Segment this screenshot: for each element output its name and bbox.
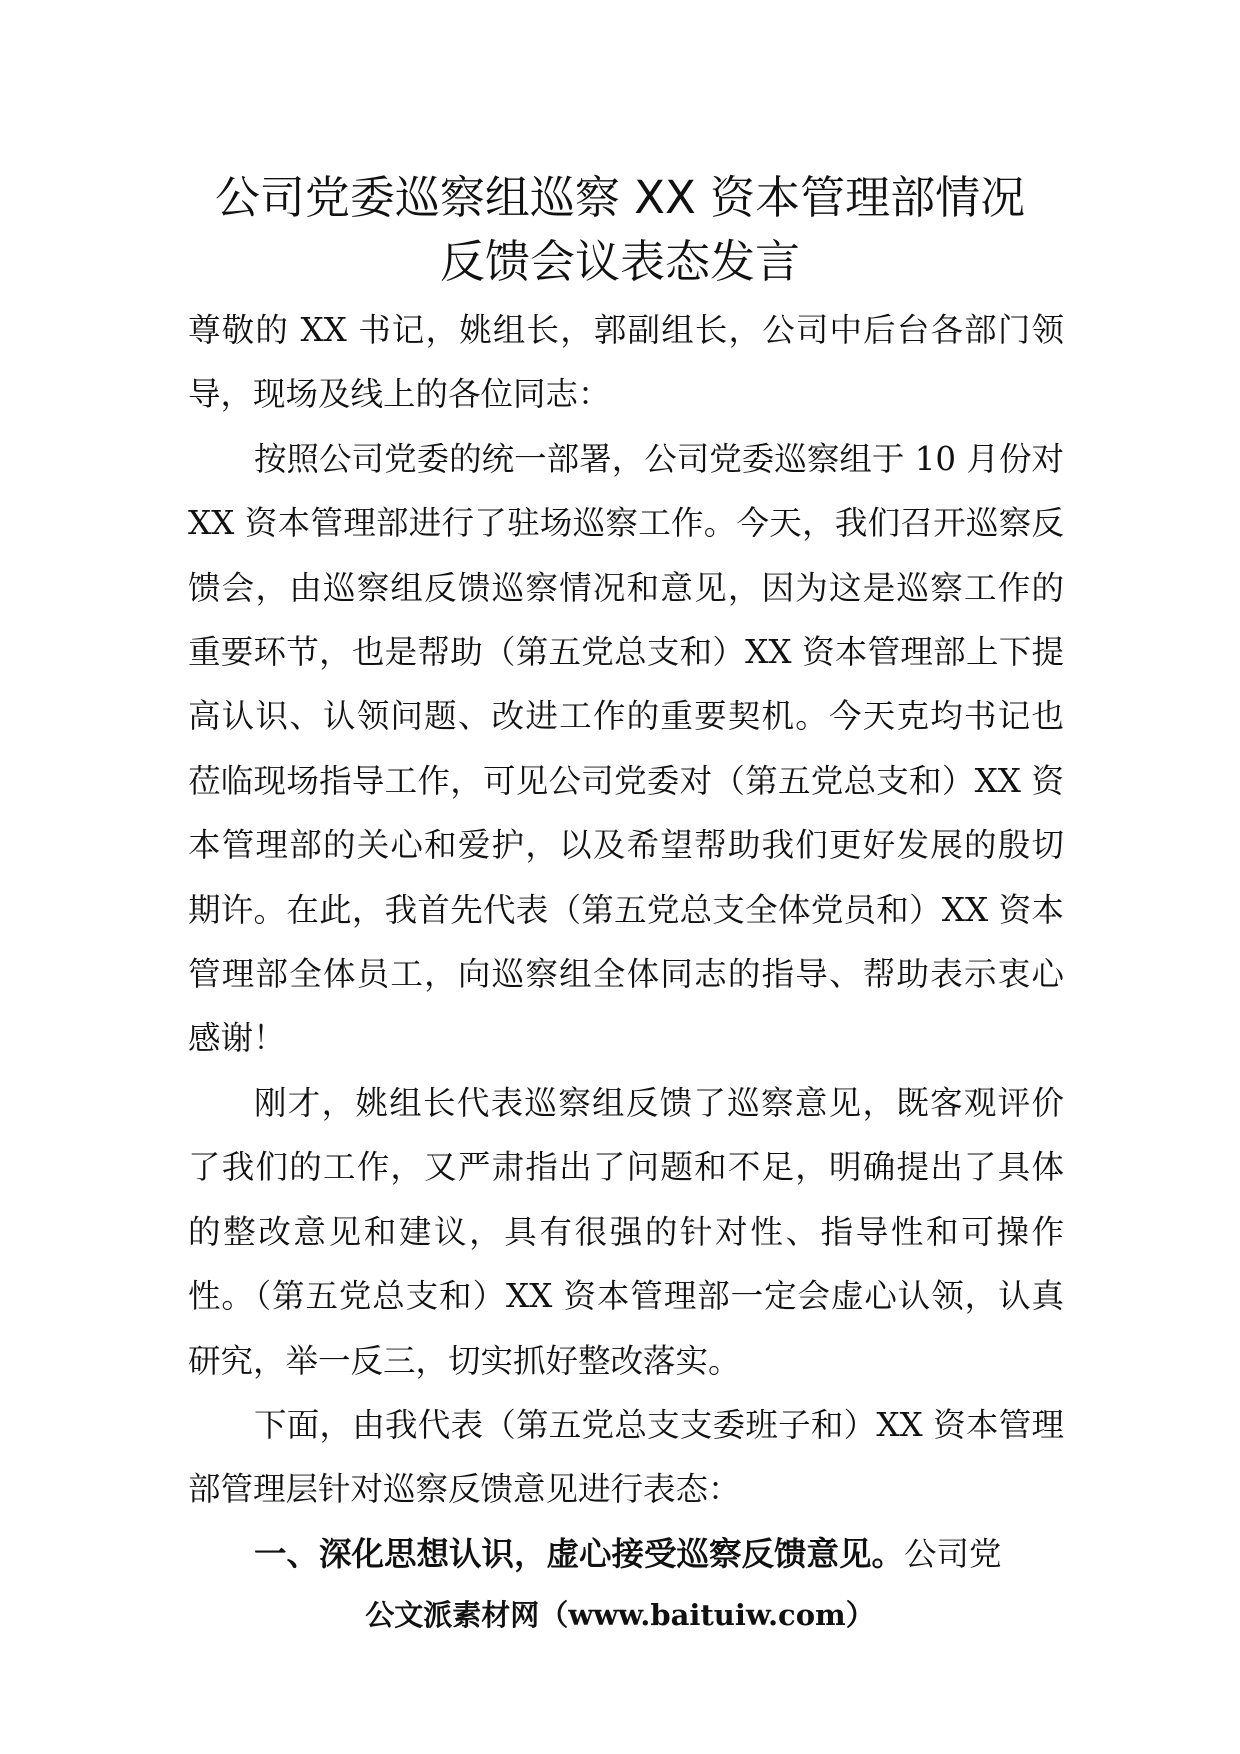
title-line-1: 公司党委巡察组巡察 XX 资本管理部情况 [214,171,1026,224]
paragraph-3: 下面，由我代表（第五党总支支委班子和）XX 资本管理部管理层针对巡察反馈意见进行表态： [188,1405,1064,1509]
salutation: 尊敬的 XX 书记，姚组长，郭副组长，公司中后台各部门领导，现场及线上的各位同志： [188,311,1064,414]
title-line-2: 反馈会议表态发言 [439,235,800,288]
paragraph-1: 按照公司党委的统一部署，公司党委巡察组于 10 月份对 XX 资本管理部进行了驻场巡察工作。今天，我们召开巡察反馈会，由巡察组反馈巡察情况和意见，因为这是巡察工作的重要环节，也是帮助（第五党总支和）XX 资本管理部上下提高认识、认领问题、改进工作的重要契机。今天克均书记也莅临现场指导工作，可见公司党委对（第五党总支和）XX 资本管理部的关心和爱护，以及希望帮助我们更好发展的殷切期许。在此，我首先代表（第五党总支全体党员和）XX 资本管理部全体员工，向巡察组全体同志的指导、帮助表示衷心感谢！ [188,439,1064,1058]
document-title [0,166,1240,294]
document-body [188,298,1064,1586]
section-1-text: 公司党 [904,1534,1002,1573]
section-1-heading: 一、深化思想认识，虚心接受巡察反馈意见。 [254,1533,905,1573]
section-1-paragraph [188,1522,1064,1586]
paragraph-2: 刚才，姚组长代表巡察组反馈了巡察意见，既客观评价了我们的工作，又严肃指出了问题和不足，明确提出了具体的整改意见和建议，具有很强的针对性、指导性和可操作性。（第五党总支和）XX 资本管理部一定会虚心认领，认真研究，举一反三，切实抓好整改落实。 [188,1083,1064,1380]
footer-watermark: 公文派素材网（www.baituiw.com） [365,1598,875,1632]
